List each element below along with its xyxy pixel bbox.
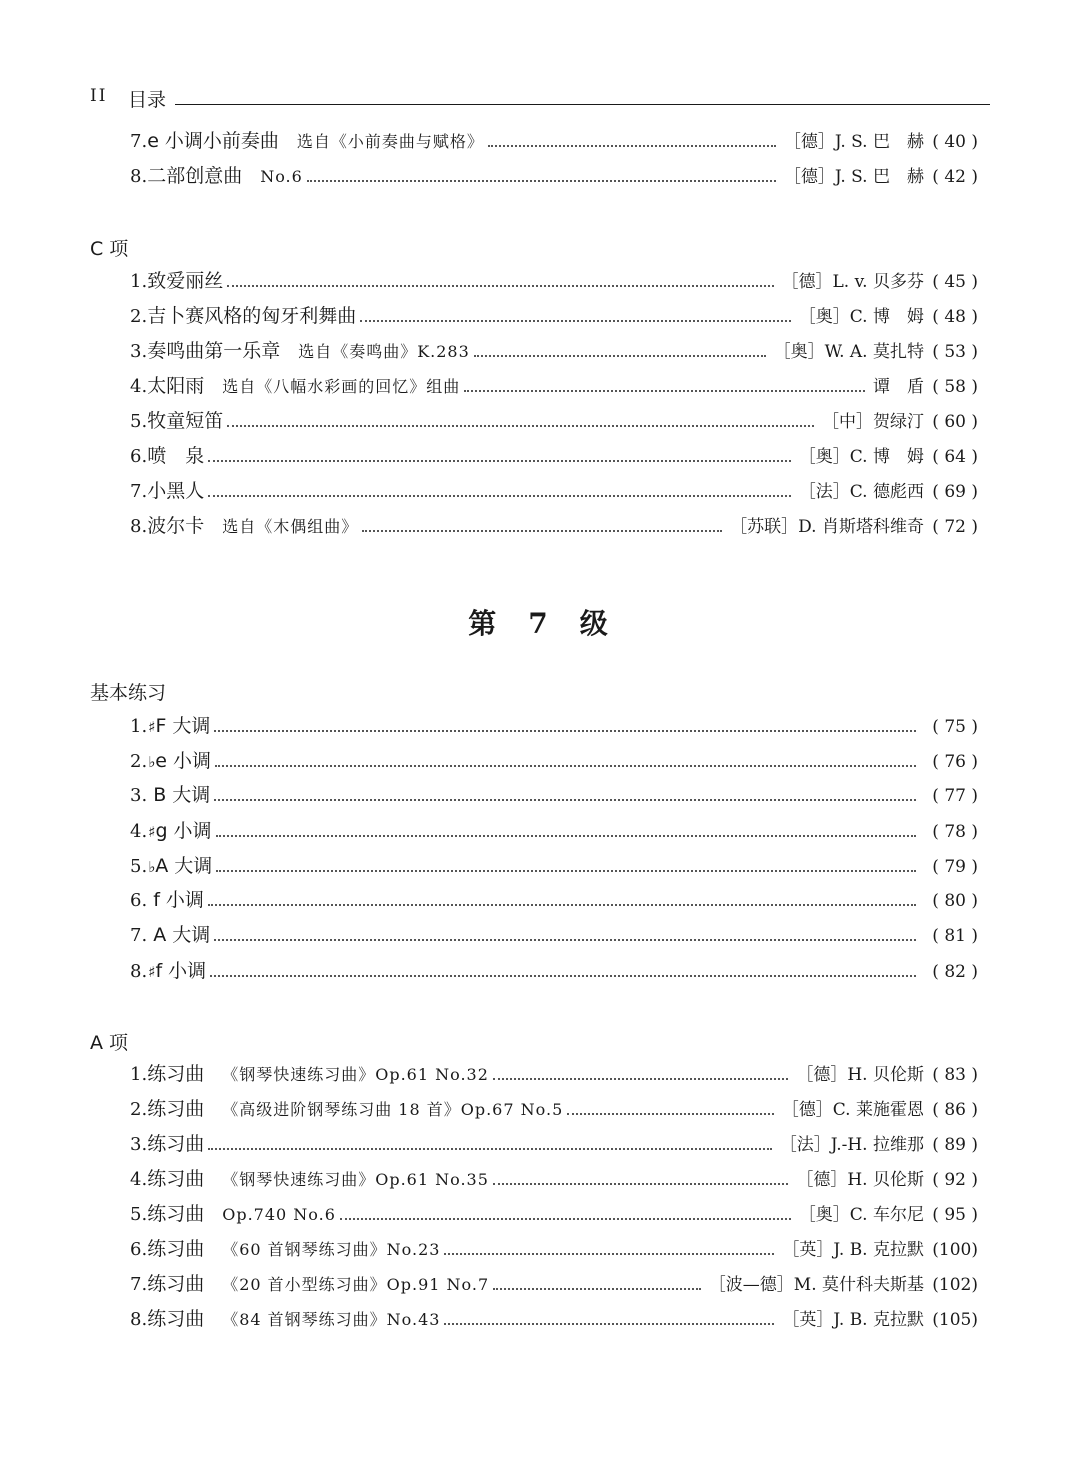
entry-page: ( 95 ) xyxy=(932,1205,978,1225)
grade-suffix: 级 xyxy=(579,607,612,640)
leader-dots xyxy=(214,729,916,732)
entry-author: ［德］L. v. 贝多芬 xyxy=(781,272,924,292)
leader-dots xyxy=(215,764,916,767)
entry-author: ［法］J.-H. 拉维那 xyxy=(779,1135,924,1155)
entry-title: 喷 泉 xyxy=(147,445,205,467)
leader-dots xyxy=(208,1147,772,1150)
leader-dots xyxy=(307,179,776,182)
entry-number: 4. xyxy=(130,376,148,397)
entry-number: 4. xyxy=(130,821,148,842)
leader-dots xyxy=(208,459,791,462)
entry-number: 1. xyxy=(130,1064,148,1085)
toc-entry[interactable] xyxy=(130,441,978,471)
toc-entry[interactable] xyxy=(130,885,978,915)
entry-author: ［中］贺绿汀 xyxy=(822,412,924,432)
entry-key: F 大调 xyxy=(155,715,211,737)
entry-title: 太阳雨 xyxy=(147,375,205,397)
entry-page: ( 92 ) xyxy=(932,1170,978,1190)
entry-page: ( 79 ) xyxy=(932,857,978,877)
entry-page: ( 40 ) xyxy=(932,132,978,152)
entry-number: 3. xyxy=(130,341,148,362)
entry-page: (100) xyxy=(932,1240,978,1260)
grade-number: 7 xyxy=(528,607,552,640)
entry-author: ［德］H. 贝伦斯 xyxy=(796,1170,924,1190)
entry-number: 6. xyxy=(130,890,148,911)
entry-author: ［奥］C. 博 姆 xyxy=(798,447,924,467)
leader-dots xyxy=(208,494,791,497)
leader-dots xyxy=(488,144,776,147)
toc-entry[interactable] xyxy=(130,1269,978,1299)
entry-author: ［波—德］M. 莫什科夫斯基 xyxy=(708,1275,924,1295)
entry-author: ［奥］W. A. 莫扎特 xyxy=(773,342,924,362)
toc-entry[interactable] xyxy=(130,1129,978,1159)
entry-subtitle: 《钢琴快速练习曲》Op.61 No.35 xyxy=(222,1170,489,1189)
entry-number: 6. xyxy=(130,1239,148,1260)
entry-title: 练习曲 xyxy=(147,1308,205,1330)
toc-entry[interactable] xyxy=(130,1164,978,1194)
leader-dots xyxy=(362,529,722,532)
section-heading-a: A 项 xyxy=(90,1032,129,1054)
toc-entry[interactable] xyxy=(130,1094,978,1124)
section-heading-c: C 项 xyxy=(90,238,129,260)
entry-number: 6. xyxy=(130,446,148,467)
entry-number: 8. xyxy=(130,516,148,537)
entry-number: 2. xyxy=(130,751,148,772)
entry-key: A 大调 xyxy=(153,924,211,946)
entry-subtitle: 选自《木偶组曲》 xyxy=(222,517,359,536)
entry-number: 8. xyxy=(130,166,148,187)
entry-author: ［德］J. S. 巴 赫 xyxy=(783,132,924,152)
toc-entry[interactable] xyxy=(130,956,978,986)
leader-dots xyxy=(214,798,916,801)
entry-key: B 大调 xyxy=(153,784,211,806)
entry-page: ( 76 ) xyxy=(932,752,978,772)
entry-key: A 大调 xyxy=(155,855,213,877)
leader-dots xyxy=(567,1112,774,1115)
entry-page: ( 58 ) xyxy=(932,377,978,397)
leader-dots xyxy=(340,1217,791,1220)
header-label: 目录 xyxy=(128,89,167,111)
entry-title: 练习曲 xyxy=(147,1203,205,1225)
entry-key: g 小调 xyxy=(155,820,212,842)
toc-entry[interactable] xyxy=(130,476,978,506)
entry-page: ( 89 ) xyxy=(932,1135,978,1155)
toc-entry[interactable] xyxy=(130,406,978,436)
entry-author: ［英］J. B. 克拉默 xyxy=(782,1240,924,1260)
entry-page: ( 80 ) xyxy=(932,891,978,911)
leader-dots xyxy=(444,1252,774,1255)
toc-entry[interactable] xyxy=(130,1059,978,1089)
entry-page: ( 60 ) xyxy=(932,412,978,432)
toc-entry[interactable] xyxy=(130,711,978,741)
entry-title: 波尔卡 xyxy=(147,515,205,537)
entry-page: ( 83 ) xyxy=(932,1065,978,1085)
entry-subtitle: 《20 首小型练习曲》Op.91 No.7 xyxy=(222,1275,490,1294)
entry-title: 二部创意曲 xyxy=(147,165,243,187)
entry-title: 吉卜赛风格的匈牙利舞曲 xyxy=(147,305,357,327)
flat-icon: ♭ xyxy=(148,858,156,876)
entry-number: 4. xyxy=(130,1169,148,1190)
sharp-icon: ♯ xyxy=(148,963,156,981)
leader-dots xyxy=(208,903,916,906)
grade-title xyxy=(0,602,1080,642)
toc-entry[interactable] xyxy=(130,511,978,541)
entry-subtitle: 《钢琴快速练习曲》Op.61 No.32 xyxy=(222,1065,489,1084)
entry-title: 牧童短笛 xyxy=(147,410,224,432)
entry-author: ［德］C. 莱施霍恩 xyxy=(781,1100,924,1120)
toc-entry[interactable] xyxy=(130,816,978,846)
leader-dots xyxy=(493,1287,701,1290)
entry-author: 谭 盾 xyxy=(873,377,924,397)
entry-author: ［奥］C. 车尔尼 xyxy=(798,1205,924,1225)
toc-entry[interactable] xyxy=(130,336,978,366)
entry-number: 2. xyxy=(130,306,148,327)
entry-author: ［苏联］D. 肖斯塔科维奇 xyxy=(730,517,924,537)
entry-author: ［英］J. B. 克拉默 xyxy=(782,1310,924,1330)
entry-subtitle: No.6 xyxy=(260,167,303,186)
toc-entry[interactable] xyxy=(130,1234,978,1264)
entry-subtitle: 《84 首钢琴练习曲》No.43 xyxy=(222,1310,441,1329)
entry-number: 1. xyxy=(130,716,148,737)
entry-subtitle: 《高级进阶钢琴练习曲 18 首》Op.67 No.5 xyxy=(222,1100,564,1119)
entry-number: 7. xyxy=(130,131,148,152)
entry-number: 7. xyxy=(130,1274,148,1295)
page-number-roman: II xyxy=(90,86,108,106)
toc-entry[interactable] xyxy=(130,851,978,881)
leader-dots xyxy=(216,869,916,872)
grade-prefix: 第 xyxy=(468,607,501,640)
toc-entry[interactable] xyxy=(130,161,978,191)
entry-number: 8. xyxy=(130,961,148,982)
entry-number: 2. xyxy=(130,1099,148,1120)
entry-subtitle: 选自《小前奏曲与赋格》 xyxy=(296,132,484,151)
entry-page: ( 64 ) xyxy=(932,447,978,467)
entry-page: ( 77 ) xyxy=(932,786,978,806)
entry-number: 3. xyxy=(130,785,148,806)
entry-title: 小黑人 xyxy=(147,480,205,502)
leader-dots xyxy=(474,354,766,357)
entry-subtitle: 选自《八幅水彩画的回忆》组曲 xyxy=(222,377,461,396)
entry-page: (102) xyxy=(932,1275,978,1295)
entry-title: e 小调小前奏曲 xyxy=(147,130,279,152)
entry-number: 8. xyxy=(130,1309,148,1330)
entry-title: 奏鸣曲第一乐章 xyxy=(147,340,281,362)
entry-subtitle: 《60 首钢琴练习曲》No.23 xyxy=(222,1240,441,1259)
header-rule xyxy=(175,104,990,105)
entry-page: ( 82 ) xyxy=(932,962,978,982)
leader-dots xyxy=(493,1077,788,1080)
entry-author: ［法］C. 德彪西 xyxy=(798,482,924,502)
toc-entry[interactable] xyxy=(130,920,978,950)
toc-entry[interactable] xyxy=(130,780,978,810)
leader-dots xyxy=(210,974,916,977)
leader-dots xyxy=(493,1182,788,1185)
entry-author: ［德］J. S. 巴 赫 xyxy=(783,167,924,187)
toc-entry[interactable] xyxy=(130,266,978,296)
sharp-icon: ♯ xyxy=(148,823,156,841)
entry-subtitle: Op.740 No.6 xyxy=(222,1205,336,1224)
toc-entry[interactable] xyxy=(130,1199,978,1229)
entry-title: 练习曲 xyxy=(147,1098,205,1120)
entry-author: ［奥］C. 博 姆 xyxy=(798,307,924,327)
section-heading-basic: 基本练习 xyxy=(90,682,167,704)
leader-dots xyxy=(444,1322,774,1325)
flat-icon: ♭ xyxy=(148,753,156,771)
entry-page: ( 45 ) xyxy=(932,272,978,292)
entry-title: 练习曲 xyxy=(147,1063,205,1085)
entry-key: f 小调 xyxy=(153,889,204,911)
leader-dots xyxy=(214,938,916,941)
entry-page: ( 81 ) xyxy=(932,926,978,946)
entry-title: 练习曲 xyxy=(147,1273,205,1295)
toc-entry[interactable] xyxy=(130,371,978,401)
toc-entry[interactable] xyxy=(130,746,978,776)
entry-key: e 小调 xyxy=(155,750,211,772)
entry-number: 1. xyxy=(130,271,148,292)
entry-page: ( 78 ) xyxy=(932,822,978,842)
entry-page: ( 86 ) xyxy=(932,1100,978,1120)
entry-number: 7. xyxy=(130,481,148,502)
entry-author: ［德］H. 贝伦斯 xyxy=(796,1065,924,1085)
entry-number: 5. xyxy=(130,411,148,432)
leader-dots xyxy=(360,319,791,322)
entry-number: 7. xyxy=(130,925,148,946)
entry-number: 5. xyxy=(130,856,148,877)
entry-title: 致爱丽丝 xyxy=(147,270,224,292)
entry-page: ( 42 ) xyxy=(932,167,978,187)
leader-dots xyxy=(227,284,773,287)
page-header xyxy=(90,86,990,111)
entry-subtitle: 选自《奏鸣曲》K.283 xyxy=(298,342,470,361)
entry-page: ( 72 ) xyxy=(932,517,978,537)
entry-page: ( 69 ) xyxy=(932,482,978,502)
leader-dots xyxy=(227,424,814,427)
entry-page: ( 75 ) xyxy=(932,717,978,737)
entry-title: 练习曲 xyxy=(147,1133,205,1155)
toc-entry[interactable] xyxy=(130,301,978,331)
entry-page: ( 48 ) xyxy=(932,307,978,327)
entry-number: 5. xyxy=(130,1204,148,1225)
entry-title: 练习曲 xyxy=(147,1168,205,1190)
toc-entry[interactable] xyxy=(130,1304,978,1334)
entry-key: f 小调 xyxy=(155,960,207,982)
entry-page: (105) xyxy=(932,1310,978,1330)
entry-title: 练习曲 xyxy=(147,1238,205,1260)
entry-number: 3. xyxy=(130,1134,148,1155)
entry-page: ( 53 ) xyxy=(932,342,978,362)
leader-dots xyxy=(464,389,865,392)
sharp-icon: ♯ xyxy=(148,718,156,736)
toc-entry[interactable] xyxy=(130,126,978,156)
leader-dots xyxy=(216,834,916,837)
